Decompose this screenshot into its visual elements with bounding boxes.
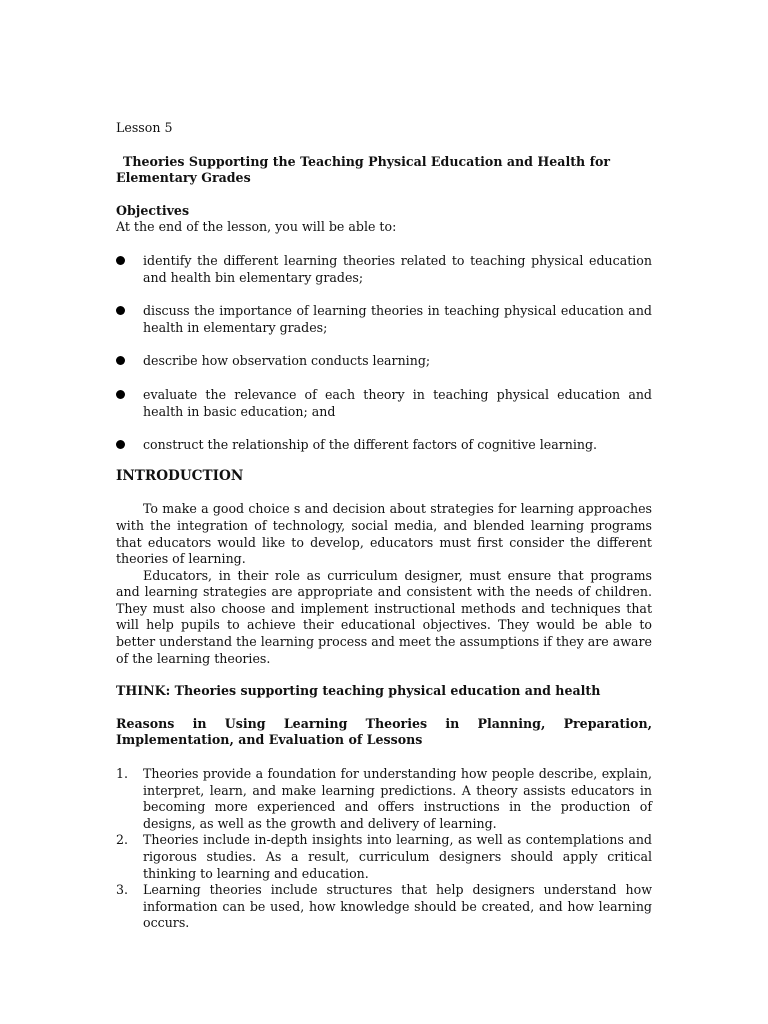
reason-text: Theories provide a foundation for understanding how people describe, explain, interpret, learn, and make learning predictions. A theory assists educators in becoming more experienced and offers instructions in the production of designs, as well as the growth and delivery of learning.: [143, 766, 652, 831]
bullet-icon: [116, 306, 125, 315]
introduction-paragraph: Educators, in their role as curriculum designer, must ensure that programs and learning strategies are appropriate and consistent with the needs of children. They must also choose and implement instructional methods and techniques that will help pupils to achieve their educational objectives. They would be able to better understand the learning process and meet the assumptions if they are aware of the learning theories.: [116, 567, 652, 666]
objectives-list: [116, 253, 652, 454]
objective-text: evaluate the relevance of each theory in teaching physical education and health in basic education; and: [143, 386, 652, 419]
list-item: [116, 437, 652, 454]
item-number: 2.: [116, 832, 129, 848]
bullet-icon: [116, 440, 125, 449]
item-number: 1.: [116, 766, 129, 782]
objective-text: identify the different learning theories related to teaching physical education and health bin elementary grades;: [143, 252, 652, 285]
list-item: [116, 387, 652, 420]
bullet-icon: [116, 356, 125, 365]
introduction-heading: INTRODUCTION: [116, 467, 244, 484]
reason-text: Theories include in-depth insights into learning, as well as contemplations and rigorous studies. As a result, curriculum designers should apply critical thinking to learning and education.: [143, 832, 652, 881]
objective-text: describe how observation conducts learning;: [143, 353, 431, 369]
reasons-list: [116, 766, 652, 932]
list-item: [116, 832, 652, 882]
objectives-intro: At the end of the lesson, you will be able to:: [116, 219, 397, 235]
list-item: [116, 882, 652, 932]
list-item: [116, 766, 652, 832]
lesson-label: Lesson 5: [116, 120, 173, 135]
lesson-title: Theories Supporting the Teaching Physical Education and Health for Elementary Grades: [116, 153, 611, 186]
list-item: [116, 253, 652, 286]
objectives-heading: Objectives: [116, 202, 190, 218]
item-number: 3.: [116, 882, 129, 898]
list-item: [116, 353, 652, 370]
objective-text: construct the relationship of the different factors of cognitive learning.: [143, 437, 598, 453]
introduction-paragraph: To make a good choice s and decision about strategies for learning approaches with the integration of technology, social media, and blended learning programs that educators would like to develop, educators must first consider the different theories of learning.: [116, 501, 652, 567]
bullet-icon: [116, 390, 125, 399]
think-heading: THINK: Theories supporting teaching physical education and health: [116, 683, 601, 699]
reason-text: Learning theories include structures that help designers understand how information can be used, how knowledge should be created, and how learning occurs.: [143, 882, 652, 931]
list-item: [116, 303, 652, 336]
reasons-heading: Reasons in Using Learning Theories in Planning, Preparation, Implementation, and Evaluation of Lessons: [116, 715, 652, 748]
bullet-icon: [116, 256, 125, 265]
document-page: [116, 120, 652, 932]
objective-text: discuss the importance of learning theories in teaching physical education and health in elementary grades;: [143, 303, 652, 335]
